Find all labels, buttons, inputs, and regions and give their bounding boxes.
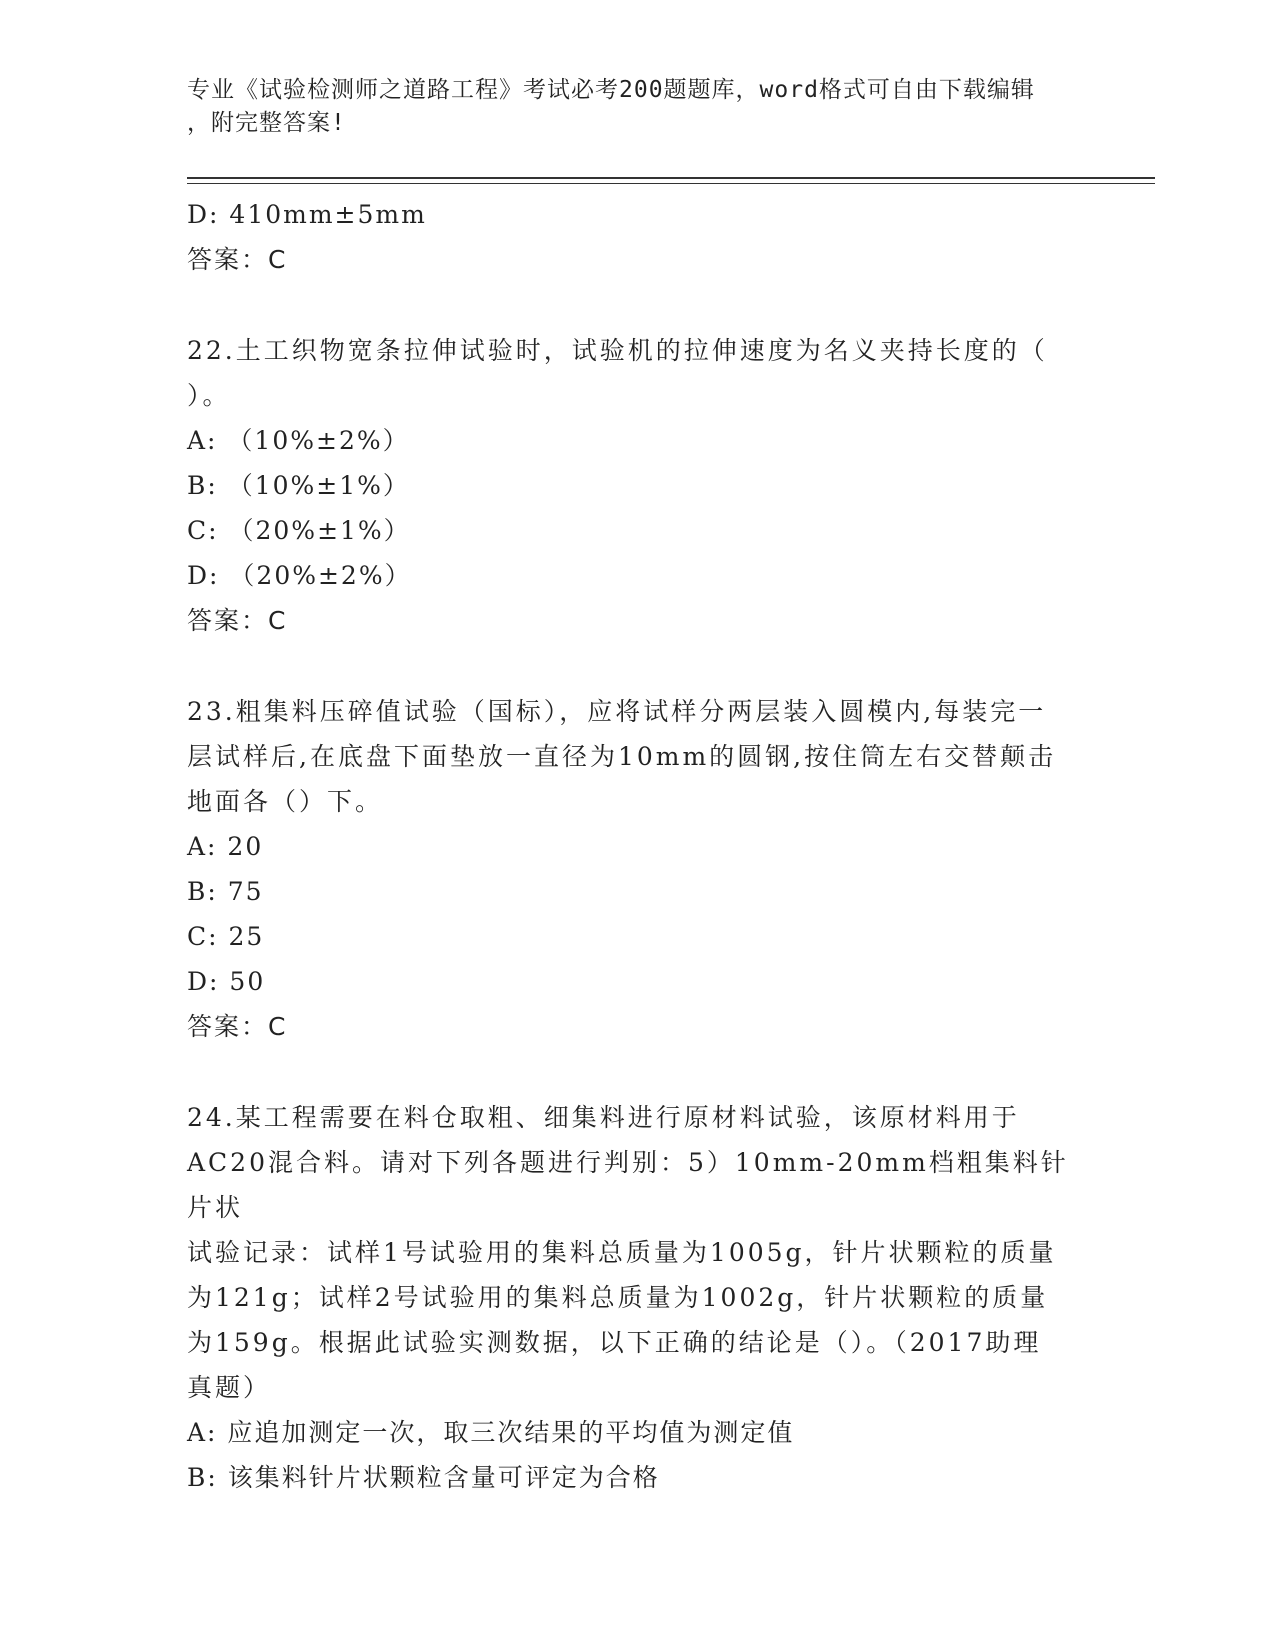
question-content [187, 192, 1087, 1500]
question-23-option-a: A: 20 [187, 832, 264, 861]
question-23-option-b: B: 75 [187, 877, 264, 906]
question-23-line-3: 地面各（）下。 [187, 787, 384, 816]
question-22-option-a: A: （10%±2%） [187, 426, 410, 455]
question-24-line-1: 24.某工程需要在料仓取粗、细集料进行原材料试验，该原材料用于 [187, 1103, 1020, 1132]
page-header [187, 74, 1067, 140]
question-23-line-1: 23.粗集料压碎值试验（国标），应将试样分两层装入圆模内,每装完一 [187, 697, 1047, 726]
header-line-2: ，附完整答案! [187, 110, 346, 136]
question-24-option-b: B: 该集料针片状颗粒含量可评定为合格 [187, 1463, 660, 1492]
question-22 [187, 328, 1087, 643]
question-23 [187, 689, 1087, 1049]
question-24-line-5: 为159g。根据此试验实测数据，以下正确的结论是（）。（2017助理 [187, 1328, 1042, 1357]
question-24-line-3: 试验记录：试样1号试验用的集料总质量为1005g，针片状颗粒的质量 [187, 1238, 1057, 1267]
question-23-option-c: C: 25 [187, 922, 265, 951]
question-22-option-d: D: （20%±2%） [187, 561, 412, 590]
header-line-1: 专业《试验检测师之道路工程》考试必考200题题库，word格式可自由下载编辑 [187, 77, 1035, 103]
prev-answer: 答案：C [187, 245, 288, 274]
question-23-option-d: D: 50 [187, 967, 266, 996]
header-rule-thick [187, 177, 1155, 179]
question-22-option-c: C: （20%±1%） [187, 516, 411, 545]
question-22-line-2: ）。 [187, 381, 231, 410]
question-24-line-4: 为121g；试样2号试验用的集料总质量为1002g，针片状颗粒的质量 [187, 1283, 1049, 1312]
question-22-line-1: 22.土工织物宽条拉伸试验时，试验机的拉伸速度为名义夹持长度的（ [187, 336, 1048, 365]
question-24-line-2: AC20混合料。请对下列各题进行判别：5）10mm-20mm档粗集料针片状 [187, 1148, 1069, 1222]
question-23-line-2: 层试样后,在底盘下面垫放一直径为10mm的圆钢,按住筒左右交替颠击 [187, 742, 1057, 771]
question-22-option-b: B: （10%±1%） [187, 471, 410, 500]
header-rule-thin [187, 183, 1155, 184]
prev-option-d: D: 410mm±5mm [187, 200, 427, 229]
question-22-answer: 答案：C [187, 606, 288, 635]
question-24 [187, 1095, 1087, 1500]
question-24-line-6: 真题） [187, 1373, 272, 1402]
question-23-answer: 答案：C [187, 1012, 288, 1041]
question-24-option-a: A: 应追加测定一次，取三次结果的平均值为测定值 [187, 1418, 795, 1447]
